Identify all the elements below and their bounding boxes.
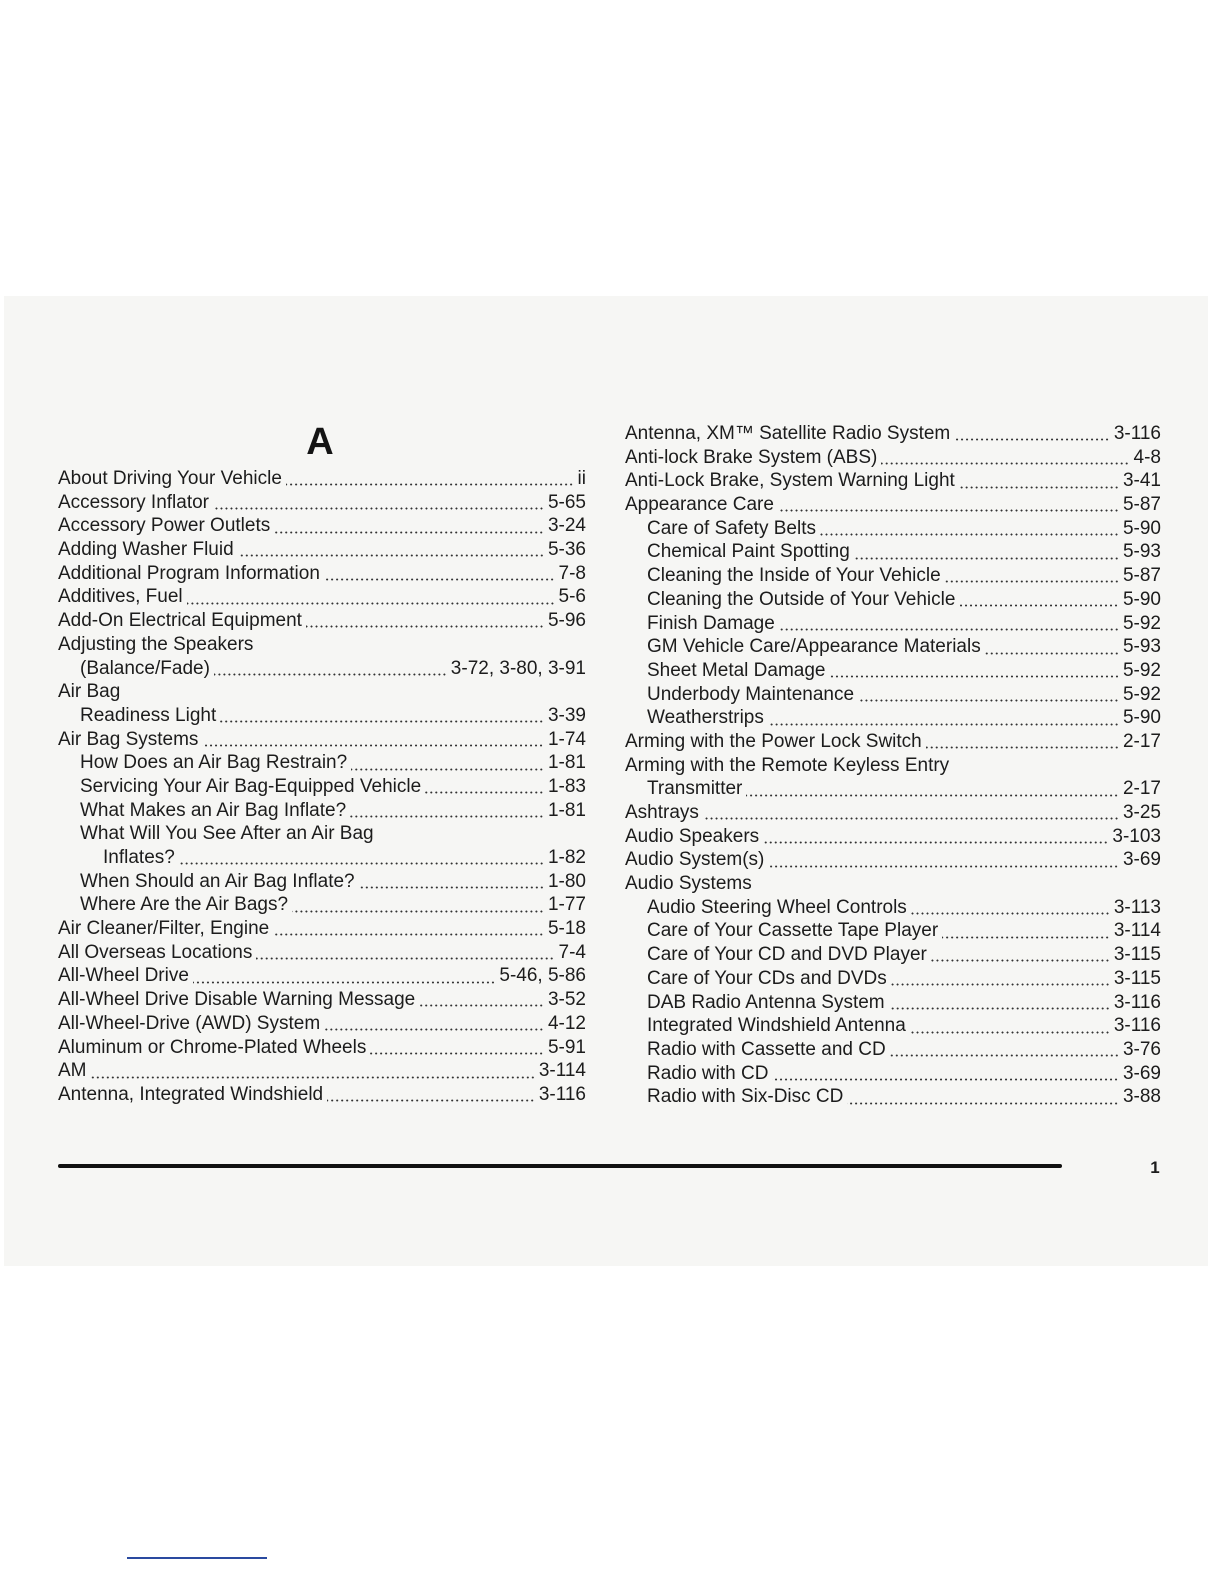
entry-text: Radio with Cassette and CD bbox=[647, 1038, 886, 1060]
dot-leader bbox=[256, 956, 554, 961]
entry-text: Cleaning the Inside of Your Vehicle bbox=[647, 565, 941, 587]
index-entry bbox=[625, 469, 1161, 493]
index-entry bbox=[625, 754, 1161, 778]
index-entry bbox=[625, 1014, 1161, 1038]
index-entry bbox=[625, 1085, 1161, 1109]
entry-text: Add-On Electrical Equipment bbox=[58, 610, 302, 632]
entry-text: Anti-Lock Brake, System Warning Light bbox=[625, 470, 955, 492]
page-reference: 5-92 bbox=[1122, 659, 1161, 681]
index-entry bbox=[625, 991, 1161, 1015]
entry-text: Weatherstrips bbox=[647, 707, 764, 729]
entry-text: Integrated Windshield Antenna bbox=[647, 1015, 906, 1037]
index-entry bbox=[58, 538, 586, 562]
entry-text: About Driving Your Vehicle bbox=[58, 468, 282, 489]
entry-text: (Balance/Fade) bbox=[80, 657, 210, 679]
entry-text: Audio System(s) bbox=[625, 849, 765, 871]
page-reference: 5-87 bbox=[1122, 565, 1161, 587]
dot-leader bbox=[954, 437, 1110, 442]
entry-text: Additives, Fuel bbox=[58, 586, 183, 608]
entry-text: What Will You See After an Air Bag bbox=[80, 823, 374, 845]
entry-text: All Overseas Locations bbox=[58, 941, 253, 963]
index-entry bbox=[58, 585, 586, 609]
dot-leader bbox=[306, 624, 544, 629]
entry-text: All-Wheel-Drive (AWD) System bbox=[58, 1012, 321, 1034]
index-entry bbox=[625, 1062, 1161, 1086]
index-entry bbox=[625, 967, 1161, 991]
dot-leader bbox=[273, 932, 544, 937]
entry-text: Underbody Maintenance bbox=[647, 683, 855, 705]
entry-text: Care of Your CDs and DVDs bbox=[647, 967, 887, 989]
index-entry bbox=[58, 870, 586, 894]
index-entry bbox=[58, 562, 586, 586]
entry-text: What Makes an Air Bag Inflate? bbox=[80, 799, 347, 821]
index-entry bbox=[58, 633, 586, 657]
page-reference: 3-116 bbox=[538, 1083, 586, 1105]
entry-text: Accessory Inflator bbox=[58, 491, 209, 513]
dot-leader bbox=[202, 743, 544, 748]
page-reference: 3-69 bbox=[1122, 1062, 1161, 1084]
index-entry bbox=[625, 1038, 1161, 1062]
entry-text: How Does an Air Bag Restrain? bbox=[80, 752, 348, 774]
dot-leader bbox=[274, 530, 544, 535]
page-reference: 3-115 bbox=[1113, 967, 1161, 989]
dot-leader bbox=[179, 861, 544, 866]
page-reference: 5-65 bbox=[547, 491, 586, 513]
page-reference: 3-24 bbox=[547, 515, 586, 537]
dot-leader bbox=[889, 1006, 1110, 1011]
page-reference: 5-92 bbox=[1122, 612, 1161, 634]
entry-text: Arming with the Remote Keyless Entry bbox=[625, 754, 950, 776]
entry-text: Sheet Metal Damage bbox=[647, 659, 826, 681]
entry-text: Ashtrays bbox=[625, 802, 699, 823]
entry-text: Air Cleaner/Filter, Engine bbox=[58, 918, 270, 940]
page-reference: 7-4 bbox=[558, 941, 586, 963]
entry-text: Antenna, XM™ Satellite Radio System bbox=[625, 423, 951, 444]
dot-leader bbox=[959, 603, 1119, 608]
entry-text: Transmitter bbox=[647, 778, 743, 800]
index-entry bbox=[625, 683, 1161, 707]
entry-text: Inflates? bbox=[103, 847, 175, 868]
index-entry bbox=[625, 919, 1161, 943]
index-entry bbox=[625, 422, 1161, 446]
footer-rule bbox=[58, 1164, 1062, 1168]
entry-text: Audio Speakers bbox=[625, 825, 760, 847]
page-number: 1 bbox=[1150, 1158, 1160, 1177]
page-reference: 3-114 bbox=[538, 1060, 586, 1082]
entry-text: Chemical Paint Spotting bbox=[647, 541, 850, 563]
entry-text: Servicing Your Air Bag-Equipped Vehicle bbox=[80, 775, 422, 797]
dot-leader bbox=[891, 982, 1110, 987]
index-entry bbox=[58, 1036, 586, 1060]
page-reference: 3-69 bbox=[1122, 849, 1161, 871]
dot-leader bbox=[778, 508, 1119, 513]
index-entry bbox=[58, 964, 586, 988]
index-entry bbox=[58, 680, 586, 704]
page-reference: 1-81 bbox=[547, 799, 586, 821]
page-reference: 5-90 bbox=[1122, 588, 1161, 610]
dot-leader bbox=[286, 482, 574, 487]
index-column-right bbox=[625, 422, 1161, 1109]
index-entry bbox=[625, 825, 1161, 849]
index-entry bbox=[625, 777, 1161, 801]
index-entry bbox=[58, 988, 586, 1012]
page-reference: 3-116 bbox=[1113, 423, 1161, 444]
dot-leader bbox=[931, 958, 1110, 963]
dot-leader bbox=[214, 672, 447, 677]
page-reference: 4-12 bbox=[547, 1012, 586, 1034]
entry-text: All-Wheel Drive Disable Warning Message bbox=[58, 989, 416, 1011]
index-entry bbox=[58, 491, 586, 515]
dot-leader bbox=[238, 553, 544, 558]
dot-leader bbox=[763, 840, 1108, 845]
page-reference: 5-96 bbox=[547, 610, 586, 632]
index-entry bbox=[58, 775, 586, 799]
index-entry bbox=[58, 941, 586, 965]
dot-leader bbox=[890, 1053, 1119, 1058]
index-entry bbox=[625, 896, 1161, 920]
dot-leader bbox=[324, 1027, 544, 1032]
page-reference: 5-92 bbox=[1122, 683, 1161, 705]
entry-text: GM Vehicle Care/Appearance Materials bbox=[647, 636, 981, 658]
page-reference: 3-76 bbox=[1122, 1038, 1161, 1060]
dot-leader bbox=[959, 485, 1119, 490]
entry-text: AM bbox=[58, 1060, 87, 1082]
index-entry bbox=[58, 1012, 586, 1036]
entry-text: Care of Your Cassette Tape Player bbox=[647, 920, 939, 942]
dot-leader bbox=[926, 745, 1119, 750]
page-reference: 3-39 bbox=[547, 704, 586, 726]
page-reference: 2-17 bbox=[1122, 778, 1161, 800]
index-entry bbox=[625, 635, 1161, 659]
page-reference: 5-46, 5-86 bbox=[499, 965, 586, 987]
dot-leader bbox=[292, 909, 544, 914]
dot-leader bbox=[187, 601, 555, 606]
entry-text: When Should an Air Bag Inflate? bbox=[80, 870, 355, 892]
dot-leader bbox=[830, 674, 1119, 679]
index-entry bbox=[625, 801, 1161, 825]
entry-text: Anti-lock Brake System (ABS) bbox=[625, 446, 878, 468]
page-reference: 1-82 bbox=[547, 847, 586, 868]
entry-text: Aluminum or Chrome-Plated Wheels bbox=[58, 1036, 367, 1058]
index-entry bbox=[625, 493, 1161, 517]
index-entry bbox=[625, 730, 1161, 754]
dot-leader bbox=[350, 814, 544, 819]
index-entry bbox=[58, 704, 586, 728]
index-entry bbox=[58, 514, 586, 538]
index-entry bbox=[58, 846, 586, 870]
dot-leader bbox=[985, 651, 1119, 656]
dot-leader bbox=[768, 722, 1119, 727]
dot-leader bbox=[746, 793, 1119, 798]
index-entry bbox=[625, 540, 1161, 564]
entry-text: Readiness Light bbox=[80, 704, 217, 726]
index-entry bbox=[625, 943, 1161, 967]
page-reference: 1-80 bbox=[547, 870, 586, 892]
entry-text: Audio Systems bbox=[625, 873, 752, 895]
entry-text: Air Bag bbox=[58, 681, 121, 703]
index-entry bbox=[58, 822, 586, 846]
dot-leader bbox=[779, 627, 1119, 632]
page-reference: 5-91 bbox=[547, 1036, 586, 1058]
page-reference: 3-103 bbox=[1112, 825, 1161, 847]
entry-text: Care of Safety Belts bbox=[647, 517, 816, 539]
dot-leader bbox=[820, 532, 1119, 537]
index-entry bbox=[58, 467, 586, 491]
index-entry bbox=[58, 751, 586, 775]
dot-leader bbox=[910, 1030, 1110, 1035]
index-entry bbox=[625, 588, 1161, 612]
index-entry bbox=[58, 799, 586, 823]
dot-leader bbox=[425, 790, 544, 795]
dot-leader bbox=[854, 556, 1119, 561]
page-reference: 5-18 bbox=[547, 918, 586, 940]
entry-text: Radio with CD bbox=[647, 1062, 769, 1084]
page-reference: ii bbox=[577, 468, 586, 489]
dot-leader bbox=[911, 911, 1110, 916]
page-reference: 3-52 bbox=[547, 989, 586, 1011]
dot-leader bbox=[193, 980, 495, 985]
index-entry bbox=[625, 872, 1161, 896]
index-entry bbox=[58, 1059, 586, 1083]
page-reference: 5-93 bbox=[1122, 541, 1161, 563]
page-reference: 1-81 bbox=[547, 752, 586, 774]
dot-leader bbox=[324, 577, 555, 582]
index-entry bbox=[58, 917, 586, 941]
page-reference: 1-74 bbox=[547, 728, 586, 750]
page-reference: 3-116 bbox=[1113, 1015, 1161, 1037]
dot-leader bbox=[351, 767, 544, 772]
index-entry bbox=[625, 706, 1161, 730]
dot-leader bbox=[359, 885, 544, 890]
entry-text: Antenna, Integrated Windshield bbox=[58, 1083, 324, 1105]
bottom-line bbox=[127, 1557, 267, 1559]
entry-text: Care of Your CD and DVD Player bbox=[647, 944, 927, 966]
index-entry bbox=[625, 848, 1161, 872]
page-reference: 3-72, 3-80, 3-91 bbox=[450, 657, 586, 679]
index-entry bbox=[625, 564, 1161, 588]
dot-leader bbox=[91, 1075, 535, 1080]
index-entry bbox=[58, 609, 586, 633]
page-reference: 3-113 bbox=[1113, 896, 1161, 918]
page-reference: 5-90 bbox=[1122, 517, 1161, 539]
index-entry bbox=[625, 612, 1161, 636]
dot-leader bbox=[703, 816, 1119, 821]
entry-text: Accessory Power Outlets bbox=[58, 515, 271, 537]
entry-text: Finish Damage bbox=[647, 612, 775, 634]
dot-leader bbox=[858, 698, 1119, 703]
index-entry bbox=[625, 659, 1161, 683]
index-entry bbox=[58, 728, 586, 752]
entry-text: Audio Steering Wheel Controls bbox=[647, 896, 907, 918]
page-reference: 5-93 bbox=[1122, 636, 1161, 658]
page-reference: 1-77 bbox=[547, 894, 586, 916]
section-letter: A bbox=[306, 421, 334, 463]
entry-text: Cleaning the Outside of Your Vehicle bbox=[647, 588, 956, 610]
page-reference: 7-8 bbox=[558, 562, 586, 584]
page-reference: 5-36 bbox=[547, 539, 586, 561]
entry-text: Arming with the Power Lock Switch bbox=[625, 730, 922, 752]
page-reference: 1-83 bbox=[547, 775, 586, 797]
entry-text: Where Are the Air Bags? bbox=[80, 894, 289, 916]
index-entry bbox=[58, 657, 586, 681]
dot-leader bbox=[327, 1098, 535, 1103]
page-reference: 3-25 bbox=[1122, 802, 1161, 823]
entry-text: Adding Washer Fluid bbox=[58, 539, 234, 561]
entry-text: Radio with Six-Disc CD bbox=[647, 1086, 844, 1108]
entry-text: Appearance Care bbox=[625, 494, 774, 516]
dot-leader bbox=[213, 506, 544, 511]
page-reference: 3-41 bbox=[1122, 470, 1161, 492]
dot-leader bbox=[419, 1003, 544, 1008]
index-column-left bbox=[58, 467, 586, 1107]
page-reference: 3-116 bbox=[1113, 991, 1161, 1013]
dot-leader bbox=[945, 579, 1119, 584]
page-reference: 2-17 bbox=[1122, 730, 1161, 752]
index-entry bbox=[625, 446, 1161, 470]
page-reference: 3-115 bbox=[1113, 944, 1161, 966]
page-reference: 3-114 bbox=[1113, 920, 1161, 942]
entry-text: Additional Program Information bbox=[58, 562, 320, 584]
entry-text: Air Bag Systems bbox=[58, 728, 199, 750]
dot-leader bbox=[881, 461, 1129, 466]
page-reference: 5-90 bbox=[1122, 707, 1161, 729]
dot-leader bbox=[220, 719, 544, 724]
page-reference: 5-6 bbox=[558, 586, 586, 608]
page-reference: 4-8 bbox=[1133, 446, 1161, 468]
dot-leader bbox=[768, 864, 1119, 869]
index-entry bbox=[58, 1083, 586, 1107]
index-entry bbox=[625, 517, 1161, 541]
entry-text: DAB Radio Antenna System bbox=[647, 991, 885, 1013]
entry-text: Adjusting the Speakers bbox=[58, 633, 254, 655]
index-entry bbox=[58, 893, 586, 917]
dot-leader bbox=[942, 935, 1110, 940]
page-reference: 5-87 bbox=[1122, 494, 1161, 516]
page-reference: 3-88 bbox=[1122, 1086, 1161, 1108]
dot-leader bbox=[847, 1101, 1119, 1106]
dot-leader bbox=[772, 1077, 1119, 1082]
entry-text: All-Wheel Drive bbox=[58, 965, 189, 987]
dot-leader bbox=[370, 1051, 544, 1056]
